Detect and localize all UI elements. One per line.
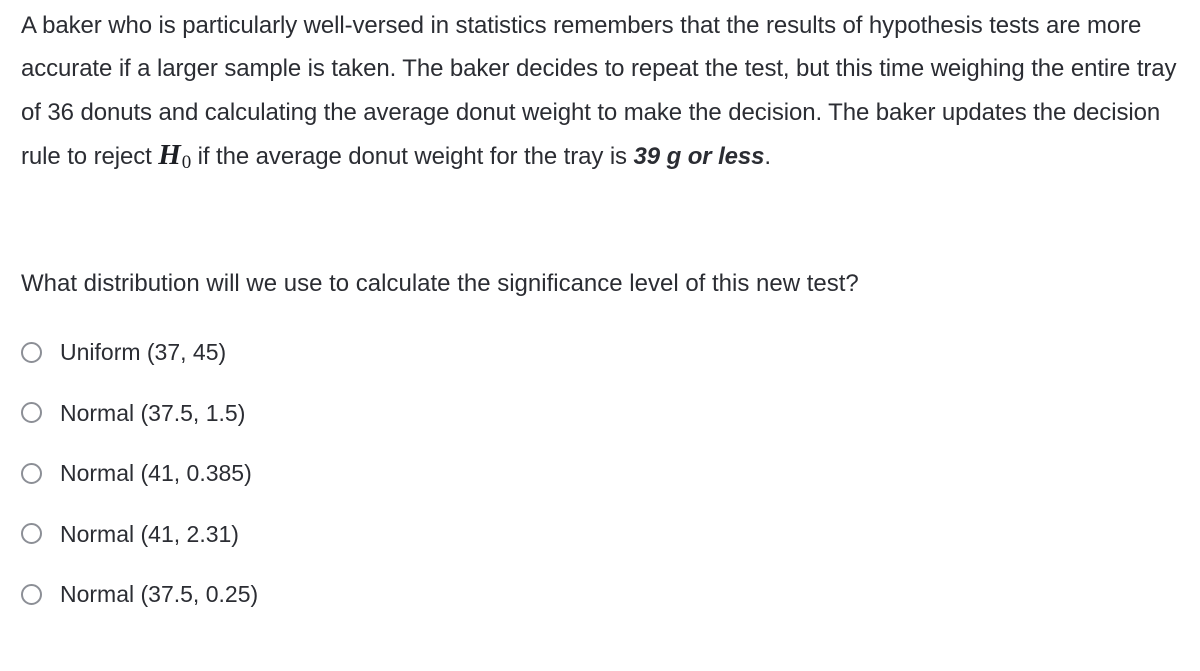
option-normal-41-0-385[interactable] <box>21 443 258 504</box>
null-hypothesis-subscript: 0 <box>181 152 192 174</box>
option-label: Normal (37.5, 0.25) <box>60 581 259 608</box>
option-normal-37-5-0-25[interactable] <box>21 564 258 625</box>
radio-button-icon[interactable] <box>21 523 42 544</box>
option-normal-37-5-1-5[interactable] <box>21 383 258 444</box>
option-normal-41-2-31[interactable] <box>21 504 258 565</box>
null-hypothesis-symbol <box>158 139 192 174</box>
problem-text-part2: if the average donut weight for the tray is <box>191 143 634 171</box>
problem-text-part1: A baker who is particularly well-versed in statistics remembers that the results of hypothesis tests are more accurate if a larger sample is taken. The baker decides to repeat the test, but this time weighing the entire tray of 36 donuts and calculating the average donut weight to make the decision. The baker updates the decision rule to reject <box>21 12 1177 171</box>
option-uniform-37-45[interactable] <box>21 322 258 383</box>
option-label: Normal (41, 0.385) <box>60 460 252 487</box>
radio-button-icon[interactable] <box>21 342 42 363</box>
question-text: What distribution will we use to calculate the significance level of this new test? <box>21 270 859 297</box>
option-label: Uniform (37, 45) <box>60 339 227 366</box>
problem-text-part3: . <box>764 143 771 171</box>
decision-threshold: 39 g or less <box>633 143 765 171</box>
answer-options <box>21 322 258 625</box>
problem-statement <box>21 0 1193 185</box>
option-label: Normal (41, 2.31) <box>60 520 239 547</box>
radio-button-icon[interactable] <box>21 584 42 605</box>
option-label: Normal (37.5, 1.5) <box>60 399 246 426</box>
question-card <box>21 0 1193 608</box>
radio-button-icon[interactable] <box>21 463 42 484</box>
radio-button-icon[interactable] <box>21 402 42 423</box>
null-hypothesis-letter: H <box>158 139 181 172</box>
